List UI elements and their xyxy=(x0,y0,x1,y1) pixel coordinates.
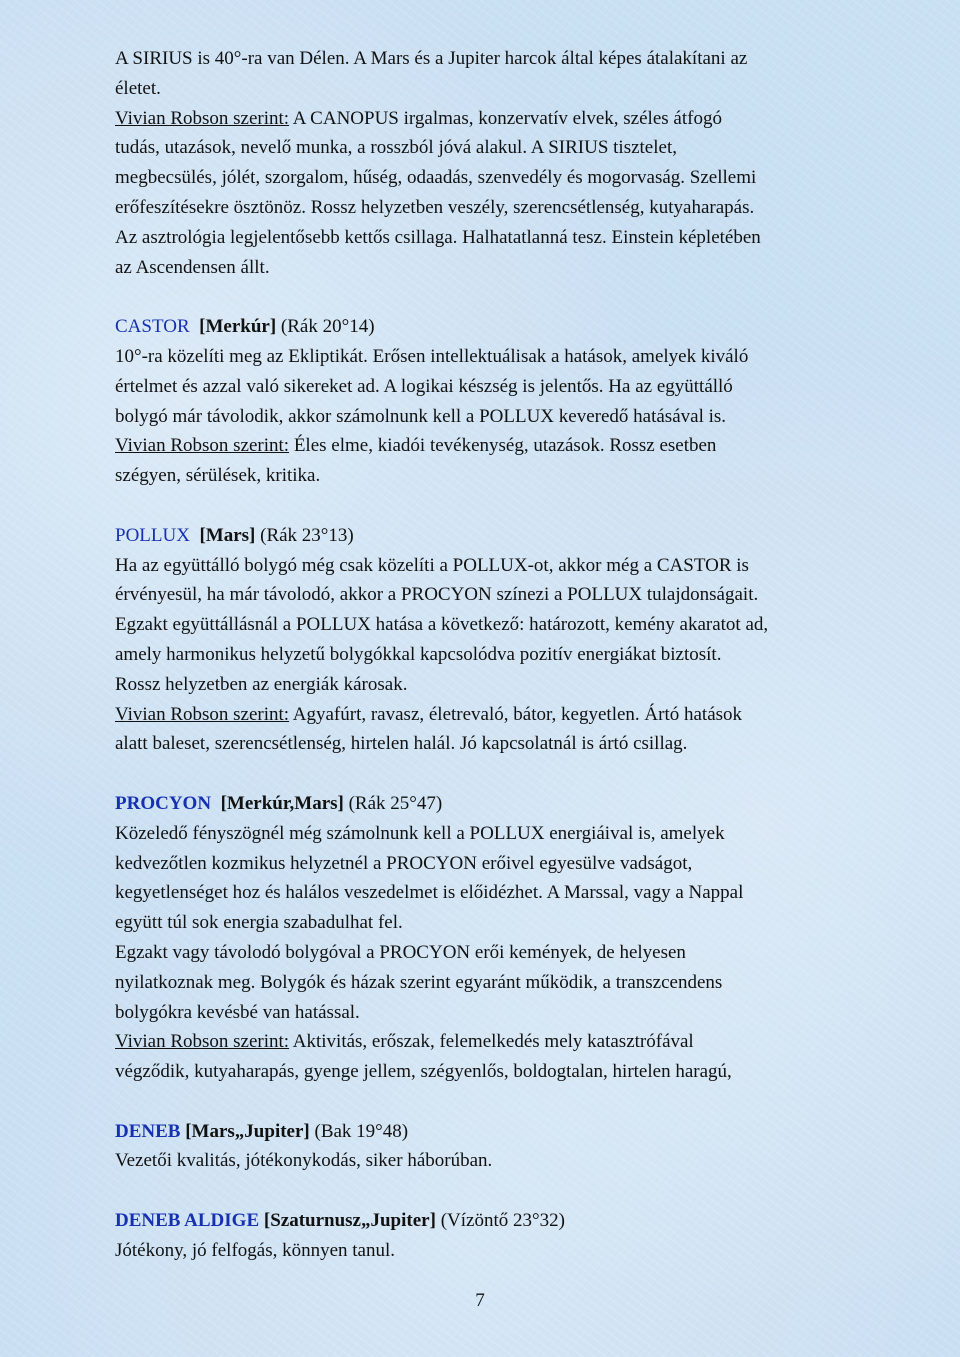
text-line: megbecsülés, jólét, szorgalom, hűség, odaadás, szenvedély és mogorvaság. Szellemi xyxy=(115,167,757,189)
robson-label: Vivian Robson szerint: xyxy=(115,703,290,725)
text-line: Ha az együttálló bolygó még csak közelíti a POLLUX-ot, akkor még a CASTOR is xyxy=(115,554,749,576)
star-heading xyxy=(115,1206,905,1236)
sirius-section xyxy=(115,44,905,282)
text-span: Aktivitás, erőszak, felemelkedés mely katasztrófával xyxy=(289,1031,694,1053)
procyon-section xyxy=(115,789,905,1087)
deneb-section xyxy=(115,1117,905,1177)
text-line xyxy=(115,1027,905,1057)
pollux-section xyxy=(115,521,905,759)
text-line xyxy=(115,700,905,730)
text-line: Közeledő fényszögnél még számolnunk kell a POLLUX energiáival is, amelyek xyxy=(115,822,725,844)
star-planets: [Mars„Jupiter] xyxy=(185,1120,310,1142)
text-line: A SIRIUS is 40°-ra van Délen. A Mars és a Jupiter harcok által képes átalakítani az xyxy=(115,48,748,69)
star-position: (Rák 20°14) xyxy=(280,316,375,338)
castor-section xyxy=(115,312,905,491)
text-line: Egzakt vagy távolodó bolygóval a PROCYON erői kemények, de helyesen xyxy=(115,941,686,963)
star-planets: [Merkúr,Mars] xyxy=(220,792,344,814)
star-name: DENEB ALDIGE xyxy=(115,1210,260,1232)
text-line: együtt túl sok energia szabadulhat fel. xyxy=(115,912,403,934)
star-planets: [Szaturnusz„Jupiter] xyxy=(263,1210,436,1232)
text-line: Jótékony, jó felfogás, könnyen tanul. xyxy=(115,1239,396,1261)
text-line: érvényesül, ha már távolodó, akkor a PROCYON színezi a POLLUX tulajdonságait. xyxy=(115,584,759,606)
text-span: A CANOPUS irgalmas, konzervatív elvek, széles átfogó xyxy=(289,107,722,129)
text-line: bolygó már távolodik, akkor számolnunk kell a POLLUX keveredő hatásával is. xyxy=(115,405,727,427)
page-number: 7 xyxy=(475,1290,485,1311)
text-line: életet. xyxy=(115,77,161,99)
text-line: nyilatkoznak meg. Bolygók és házak szerint egyaránt működik, a transzcendens xyxy=(115,971,723,993)
robson-label: Vivian Robson szerint: xyxy=(115,435,290,457)
star-name: DENEB xyxy=(115,1120,181,1142)
star-planets: [Merkúr] xyxy=(199,316,277,338)
robson-label: Vivian Robson szerint: xyxy=(115,107,290,129)
star-heading xyxy=(115,789,905,819)
text-line: tudás, utazások, nevelő munka, a rosszból jóvá alakul. A SIRIUS tisztelet, xyxy=(115,137,677,159)
text-line: erőfeszítésekre ösztönöz. Rossz helyzetben veszély, szerencsétlenség, kutyaharapás. xyxy=(115,196,755,218)
star-heading xyxy=(115,312,905,342)
text-line: az Ascendensen állt. xyxy=(115,256,270,278)
star-name: PROCYON xyxy=(115,792,212,814)
star-planets: [Mars] xyxy=(199,524,256,546)
text-line: bolygókra kevésbé van hatással. xyxy=(115,1001,360,1023)
star-heading xyxy=(115,521,905,551)
text-line: kedvezőtlen kozmikus helyzetnél a PROCYON erőivel egyesülve vadságot, xyxy=(115,852,693,874)
text-line: Egzakt együttállásnál a POLLUX hatása a következő: határozott, kemény akaratot ad, xyxy=(115,614,769,636)
text-line: 10°-ra közelíti meg az Ekliptikát. Erősen intellektuálisak a hatások, amelyek kiváló xyxy=(115,345,749,367)
document-body xyxy=(115,44,905,1266)
text-line: szégyen, sérülések, kritika. xyxy=(115,465,321,487)
text-line: alatt baleset, szerencsétlenség, hirtelen halál. Jó kapcsolatnál is ártó csillag. xyxy=(115,733,688,755)
text-span: Agyafúrt, ravasz, életrevaló, bátor, kegyetlen. Ártó hatások xyxy=(289,703,743,725)
star-position: (Bak 19°48) xyxy=(314,1120,409,1142)
star-heading xyxy=(115,1117,905,1147)
text-line: Vezetői kvalitás, jótékonykodás, siker háborúban. xyxy=(115,1150,493,1172)
star-name: CASTOR xyxy=(115,316,190,338)
text-line: Rossz helyzetben az energiák károsak. xyxy=(115,673,408,695)
robson-label: Vivian Robson szerint: xyxy=(115,1031,290,1053)
text-line: kegyetlenséget hoz és halálos veszedelmet is előidézhet. A Marssal, vagy a Nappal xyxy=(115,882,744,904)
text-line: értelmet és azzal való sikereket ad. A logikai készség is jelentős. Ha az együttálló xyxy=(115,375,733,397)
text-line: Az asztrológia legjelentősebb kettős csillaga. Halhatatlanná tesz. Einstein képletében xyxy=(115,226,761,248)
text-line xyxy=(115,104,905,134)
deneb-aldige-section xyxy=(115,1206,905,1266)
star-position: (Rák 23°13) xyxy=(260,524,354,546)
text-line xyxy=(115,431,905,461)
text-line: végződik, kutyaharapás, gyenge jellem, szégyenlős, boldogtalan, hirtelen haragú, xyxy=(115,1061,732,1083)
star-name: POLLUX xyxy=(115,524,190,546)
star-position: (Vízöntő 23°32) xyxy=(440,1210,565,1232)
star-position: (Rák 25°47) xyxy=(348,792,443,814)
text-span: Éles elme, kiadói tevékenység, utazások. Rossz esetben xyxy=(289,435,717,457)
text-line: amely harmonikus helyzetű bolygókkal kapcsolódva pozitív energiákat biztosít. xyxy=(115,643,722,665)
